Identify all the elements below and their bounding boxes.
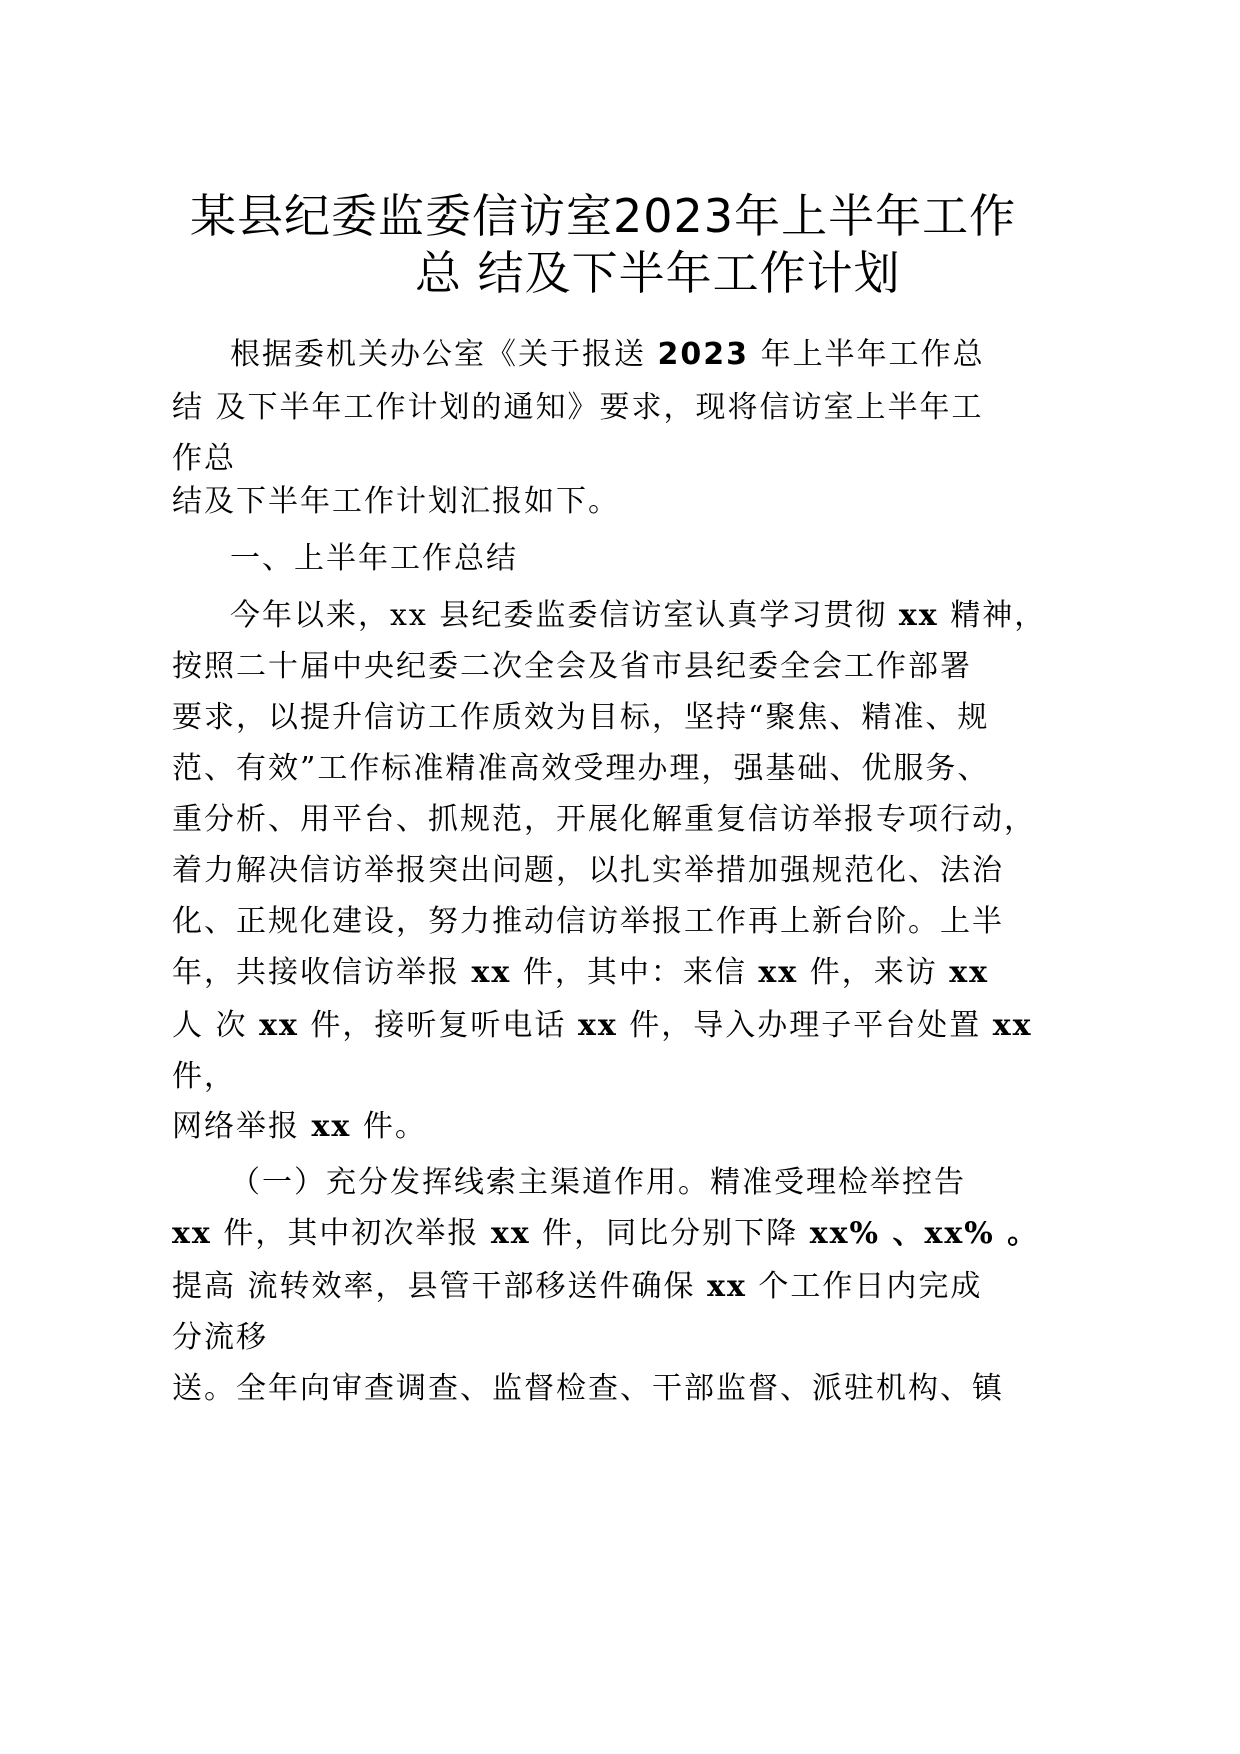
placeholder-xx: xx (490, 1216, 531, 1251)
para1-line-6: 着力解决信访举报突出问题，以扎实举措加强规范化、法治 (172, 853, 1004, 888)
text: 网络举报 (172, 1109, 312, 1144)
text: 个工作日内完成 (746, 1269, 983, 1304)
intro-line-4: 结及下半年工作计划汇报如下。 (172, 484, 620, 519)
section-heading-1: 一、上半年工作总结 (230, 541, 518, 576)
text: 件，其中初次举报 (211, 1216, 491, 1251)
para1-line-5: 重分析、用平台、抓规范，开展化解重复信访举报专项行动， (172, 802, 1036, 837)
placeholder-xx: xx (172, 1216, 212, 1251)
placeholder-xx: xx (471, 955, 512, 990)
text: 年上半年工作总 (749, 337, 985, 372)
text: 提高 流转效率，县管干部移送件确保 (172, 1269, 708, 1304)
placeholder-xx: xx (259, 1008, 299, 1043)
text: 件，同比分别下降 (530, 1216, 810, 1251)
text: 件。 (351, 1109, 427, 1144)
para1-line-4: 范、有效”工作标准精准高效受理办理，强基础、优服务、 (172, 751, 990, 786)
placeholder-xx: xx (390, 598, 428, 633)
para2-line-5: 送。全年向审查调查、监督检查、干部监督、派驻机构、镇 (172, 1371, 1004, 1406)
para1-line-9 (172, 1004, 1033, 1048)
document-title-line-2: 总 结及下半年工作计划 (415, 246, 901, 300)
placeholder-xx: xx (707, 1269, 747, 1304)
para2-line-4: 分流移 (172, 1320, 268, 1355)
intro-line-3: 作总 (172, 441, 236, 476)
intro-line-2: 结 及下半年工作计划的通知》要求，现将信访室上半年工 (172, 390, 984, 425)
placeholder-percent: xx% (809, 1216, 880, 1251)
document-title-line-1: 某县纪委监委信访室2023年上半年工作 (190, 189, 1017, 243)
text: 件，接听复听电话 (298, 1008, 578, 1043)
text: 件，来访 (798, 955, 950, 990)
placeholder-percent: xx% (924, 1216, 995, 1251)
para2-line-1: （一）充分发挥线索主渠道作用。精准受理检举控告 (230, 1165, 966, 1200)
placeholder-xx: xx (949, 955, 990, 990)
text: 、 (880, 1216, 925, 1251)
text: 人 次 (172, 1008, 260, 1043)
text: 年，共接收信访举报 (172, 955, 472, 990)
text: 今年以来， (230, 598, 390, 633)
text: 根据委机关办公室《关于报送 (230, 337, 658, 372)
text: 精神， (938, 598, 1047, 633)
placeholder-xx: xx (992, 1008, 1033, 1043)
placeholder-xx: xx (758, 955, 799, 990)
para2-line-3 (172, 1265, 982, 1309)
text: 件，其中：来信 (511, 955, 759, 990)
para1-line-7: 化、正规化建设，努力推动信访举报工作再上新台阶。上半 (172, 904, 1004, 939)
intro-line-1 (230, 333, 985, 377)
para1-line-2: 按照二十届中央纪委二次全会及省市县纪委全会工作部署 (172, 649, 972, 684)
para1-line-10: 件， (172, 1059, 236, 1094)
para1-line-8 (172, 951, 989, 995)
text: 。 (994, 1216, 1040, 1251)
placeholder-xx: xx (311, 1109, 352, 1144)
para2-line-2 (172, 1212, 1039, 1256)
para1-line-3: 要求，以提升信访工作质效为目标，坚持“聚焦、精准、规 (172, 700, 990, 735)
para1-line-1 (230, 594, 1046, 638)
text: 件，导入办理子平台处置 (617, 1008, 993, 1043)
placeholder-xx: xx (898, 598, 939, 633)
year-number: 2023 (657, 337, 750, 372)
para1-line-11 (172, 1105, 427, 1149)
placeholder-xx: xx (577, 1008, 618, 1043)
text: 县纪委监委信访室认真学习贯彻 (427, 598, 899, 633)
